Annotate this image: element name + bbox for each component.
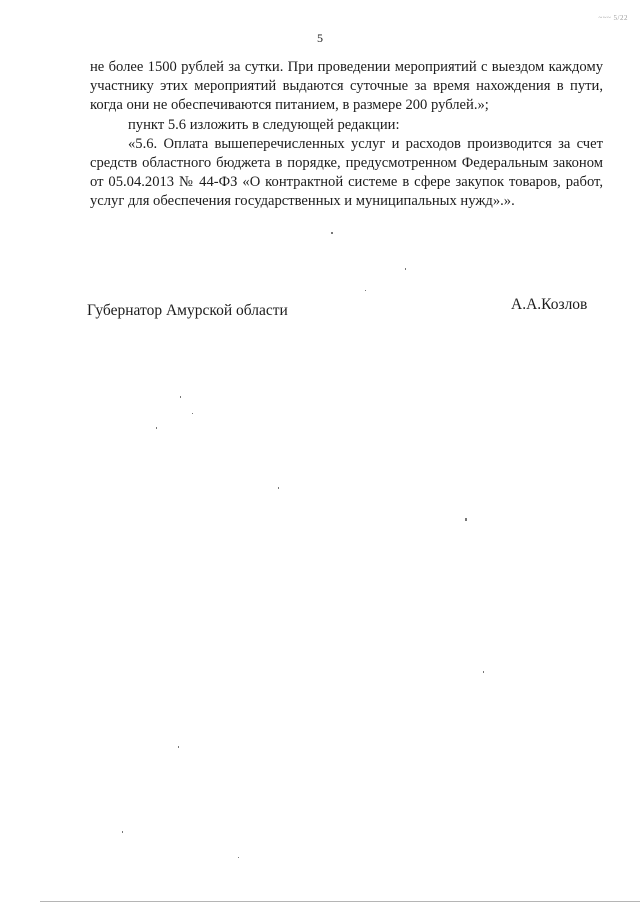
paragraph-daily-allowance: не более 1500 рублей за сутки. При проведении мероприятий с выездом каждому участнику этих мероприятий выдаются суточные за время нахождения в пути, когда они не обеспечиваются питанием, в размере 200 рублей.»; (90, 59, 603, 114)
scan-bottom-edge (40, 901, 640, 902)
document-body (90, 58, 603, 212)
scan-corner-mark: ~~~ 5/22 (598, 14, 628, 22)
signatory-name: А.А.Козлов (511, 296, 588, 313)
scan-speck (180, 396, 181, 398)
scan-speck (483, 671, 484, 673)
signatory-title: Губернатор Амурской области (87, 302, 288, 319)
scan-speck (278, 487, 279, 489)
scan-speck (238, 857, 239, 858)
paragraph-clause-5-6: «5.6. Оплата вышеперечисленных услуг и расходов производится за счет средств областного бюджета в порядке, предусмотренном Федеральным законом от 05.04.2013 № 44-ФЗ «О контрактной системе в сфере закупок товаров, работ, услуг для обеспечения государственных и муниципальных нужд».». (90, 135, 603, 210)
page-number: 5 (317, 31, 323, 45)
scan-speck (331, 232, 333, 234)
scan-speck (465, 518, 467, 521)
scan-speck (122, 831, 123, 833)
paragraph-amend-clause: пункт 5.6 изложить в следующей редакции: (128, 116, 400, 133)
scan-speck (192, 413, 193, 414)
scan-speck (365, 290, 366, 291)
scan-speck (178, 746, 179, 748)
scan-speck (156, 427, 157, 429)
scan-speck (405, 268, 406, 270)
